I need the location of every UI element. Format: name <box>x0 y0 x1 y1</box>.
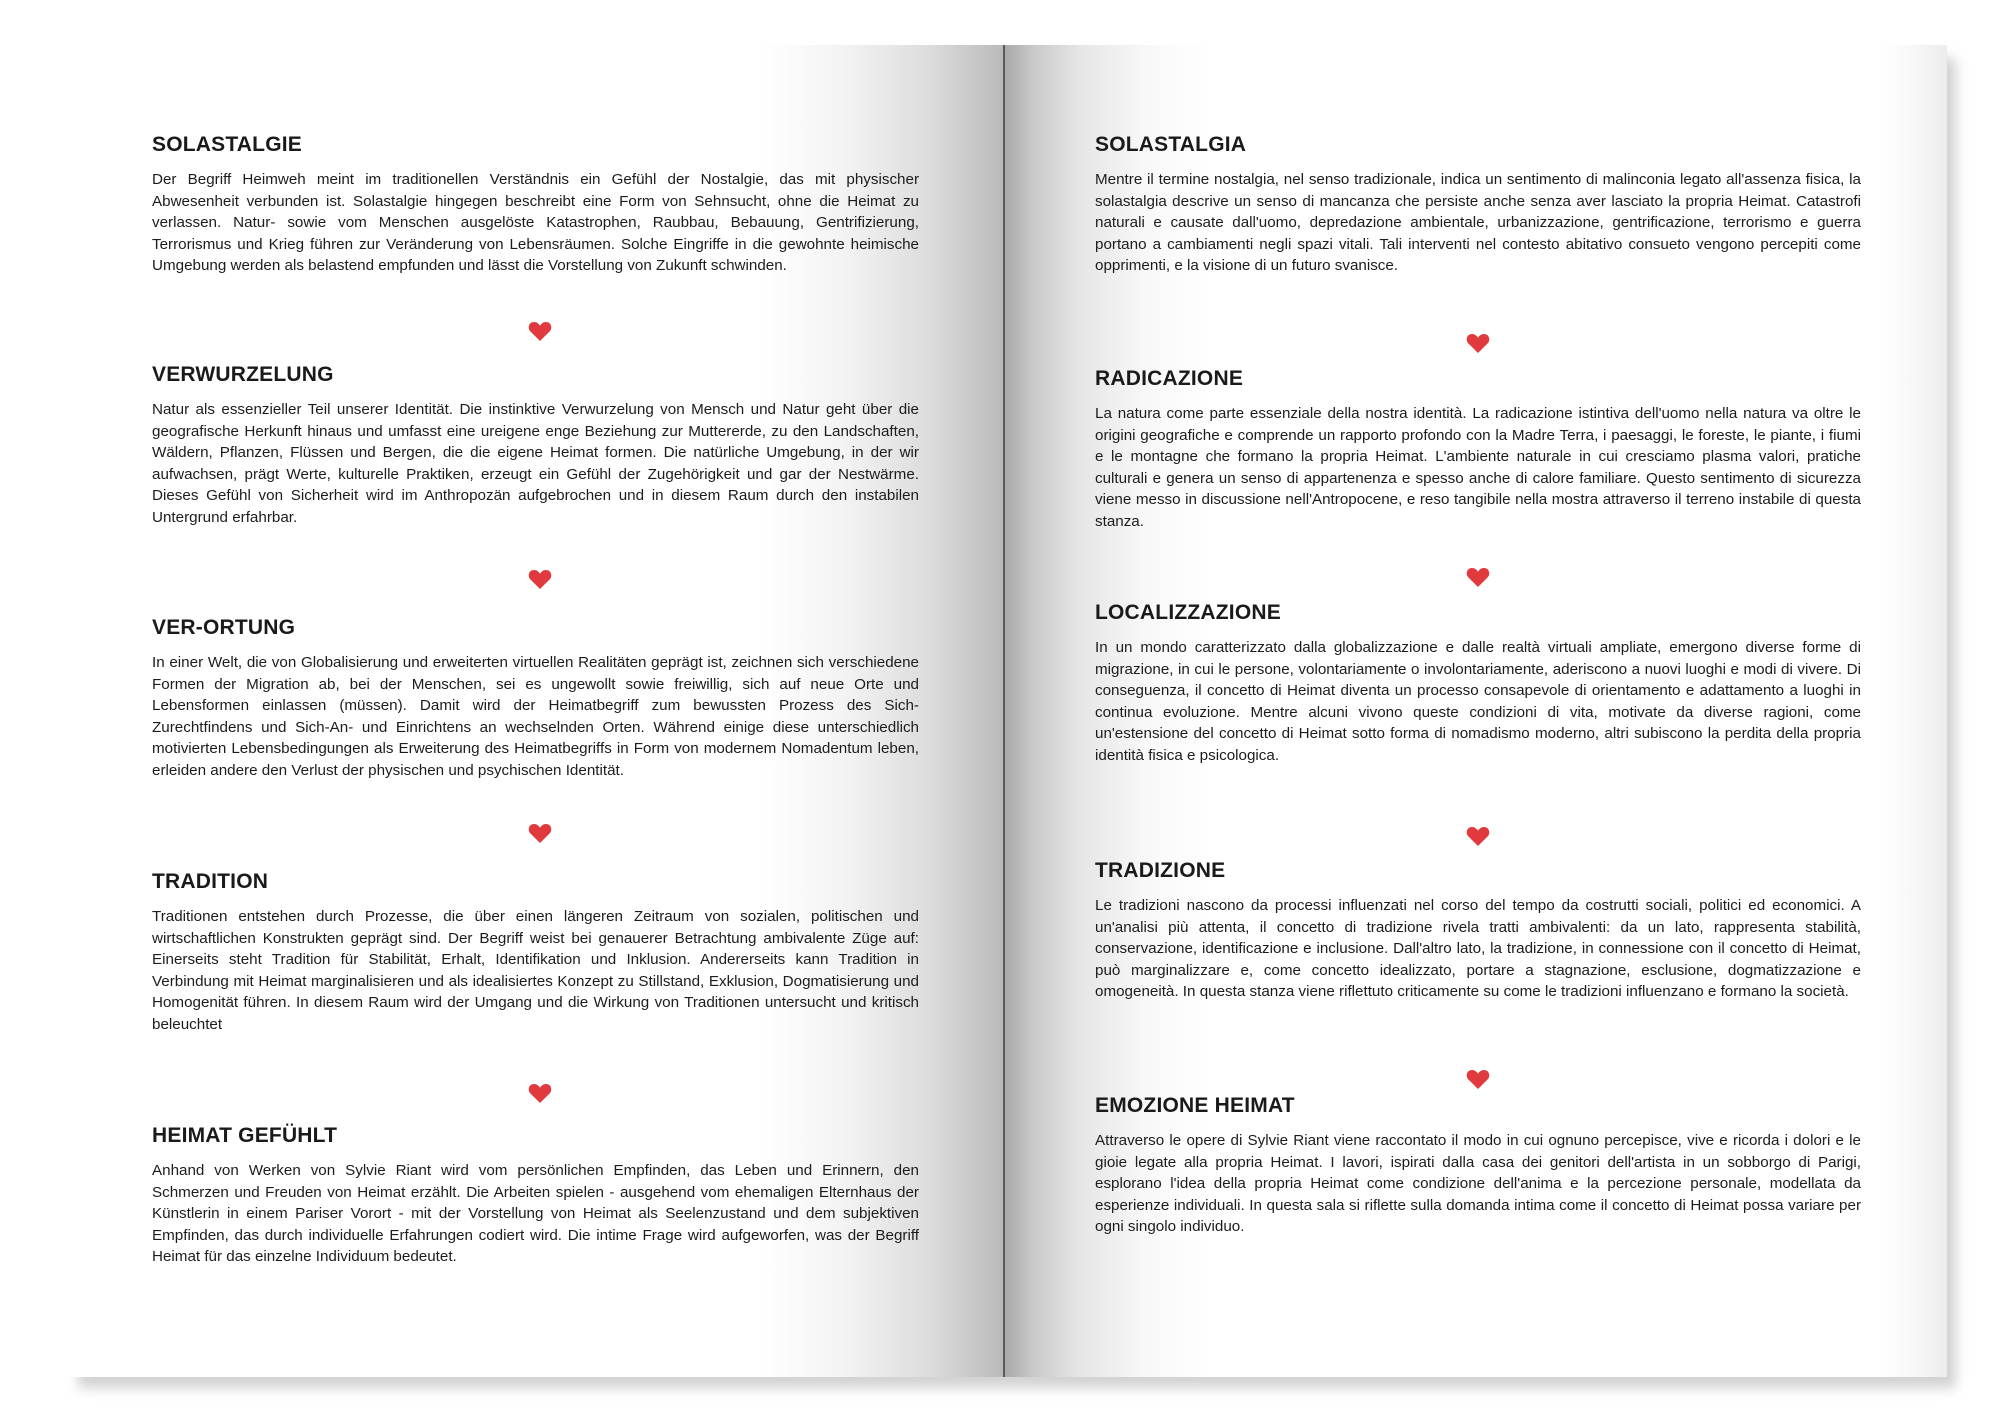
right-page <box>1005 45 1947 1377</box>
section-heading: TRADITION <box>152 870 269 893</box>
section-radicazione <box>1095 367 1861 532</box>
section-text: Mentre il termine nostalgia, nel senso tradizionale, indica un sentimento di malinconia legato all'assenza fisica, la solastalgia descrive un senso di mancanza che persiste anche senza aver lasciato la propria Heimat. Catastrofi naturali e causate dall'uomo, depredazione ambientale, urbanizzazione, gentrificazione, terrorismo e guerra portano a cambiamenti negli spazi vitali. Tali interventi nel contesto abitativo consueto vengono percepiti come opprimenti, e la visione di un futuro svanisce. <box>1095 171 1861 274</box>
left-page <box>65 45 1005 1377</box>
section-text: Anhand von Werken von Sylvie Riant wird vom persönlichen Empfinden, das Leben und Erinnern, den Schmerzen und Freuden von Heimat erzählt. Die Arbeiten spielen - ausgehend vom ehemaligen Elternhaus der Künstlerin in einem Pariser Vorort - mit der Vorstellung von Heimat als Seelenzustand und dem subjektiven Empfinden, das durch individuelle Erfahrungen codiert wird. Die intime Frage wird aufgeworfen, was der Begriff Heimat für das einzelne Individuum bedeutet. <box>152 1162 919 1265</box>
section-emozione-heimat <box>1095 1094 1861 1238</box>
heart-icon <box>1466 825 1490 847</box>
section-text: La natura come parte essenziale della nostra identità. La radicazione istintiva dell'uomo nella natura va oltre le origini geografiche e comprende un rapporto profondo con la Madre Terra, i paesaggi, le foreste, le piante, i fiumi e le montagne che formano la propria Heimat. L'ambiente naturale in cui cresciamo plasma valori, pratiche culturali e genera un senso di appartenenza e spesso anche di calore familiare. Questo sentimento di sicurezza viene messo in discussione nell'Antropocene, e reso tangibile nella mostra attraverso il terreno instabile di questa stanza. <box>1095 405 1861 530</box>
section-heading: SOLASTALGIE <box>152 133 302 156</box>
section-heading: TRADIZIONE <box>1095 859 1226 882</box>
section-heading: VER-ORTUNG <box>152 616 296 639</box>
section-tradizione <box>1095 859 1861 1003</box>
section-text: In un mondo caratterizzato dalla globalizzazione e dalle realtà virtuali ampliate, emergono diverse forme di migrazione, in cui le persone, volontariamente o involontariamente, aderiscono a nuovi luoghi e modi di vivere. Di conseguenza, il concetto di Heimat diventa un processo consapevole di orientamento e adattamento a luoghi in continua evoluzione. Mentre alcuni vivono queste condizioni di vita, motivate da diverse ragioni, come un'estensione del concetto di Heimat sotto forma di nomadismo moderno, altri subiscono la perdita della propria identità fisica e psicologica. <box>1095 639 1861 764</box>
heart-icon <box>528 320 552 342</box>
section-ver-ortung <box>152 616 919 781</box>
section-text: Der Begriff Heimweh meint im traditionellen Verständnis ein Gefühl der Nostalgie, das mit physischer Abwesenheit verbunden ist. Solastalgie hingegen beschreibt eine Form von Sehnsucht, ohne die Heimat zu verlassen. Natur- sowie vom Menschen ausgelöste Katastrophen, Raubbau, Bebauung, Gentrifizierung, Terrorismus und Krieg führen zur Veränderung von Lebensräumen. Solche Eingriffe in die gewohnte heimische Umgebung werden als belastend empfunden und lässt die Vorstellung von Zukunft schwinden. <box>152 171 919 274</box>
heart-icon <box>528 822 552 844</box>
heart-icon <box>528 568 552 590</box>
section-verwurzelung <box>152 363 919 528</box>
heart-icon <box>528 1082 552 1104</box>
section-heading: SOLASTALGIA <box>1095 133 1247 156</box>
section-tradition <box>152 870 919 1035</box>
section-solastalgia <box>1095 133 1861 277</box>
section-text: Le tradizioni nascono da processi influenzati nel corso del tempo da costrutti sociali, politici ed economici. A un'analisi più attenta, il concetto di tradizione rivela tratti ambivalenti: da un lato, rappresenta stabilità, conservazione, identificazione e inclusione. Dall'altro lato, la tradizione, in connessione con il concetto di Heimat, può marginalizzare e, come concetto idealizzato, portare a stagnazione, esclusione, dogmatizzazione e omogeneità. In questa stanza viene riflettuto criticamente su come le tradizioni influenzano e formano la società. <box>1095 897 1861 1000</box>
section-text: Traditionen entstehen durch Prozesse, die über einen längeren Zeitraum von sozialen, politischen und wirtschaftlichen Konstrukten geprägt sind. Der Begriff weist bei genauerer Betrachtung ambivalente Züge auf: Einerseits steht Tradition für Stabilität, Erhalt, Identifikation und Inklusion. Andererseits kann Tradition in Verbindung mit Heimat marginalisieren und als idealisiertes Konzept zu Stillstand, Exklusion, Dogmatisierung und Homogenität führen. In diesem Raum wird der Umgang und die Wirkung von Traditionen untersucht und kritisch beleuchtet <box>152 908 919 1033</box>
heart-icon <box>1466 332 1490 354</box>
section-text: Attraverso le opere di Sylvie Riant viene raccontato il modo in cui ognuno percepisce, vive e ricorda i dolori e le gioie legate alla propria Heimat. I lavori, ispirati dalla casa dei genitori dell'artista in un sobborgo di Parigi, esplorano l'idea della propria Heimat come condizione dell'anima e la percezione personale, modellata da esperienze individuali. In questa sala si riflette sulla domanda intima come il concetto di Heimat possa variare per ogni singolo individuo. <box>1095 1132 1861 1235</box>
section-localizzazione <box>1095 601 1861 766</box>
heart-icon <box>1466 566 1490 588</box>
section-heimat-gefuehlt <box>152 1124 919 1268</box>
section-heading: HEIMAT GEFÜHLT <box>152 1124 338 1147</box>
section-text: Natur als essenzieller Teil unserer Identität. Die instinktive Verwurzelung von Mensch und Natur geht über die geografische Herkunft hinaus und umfasst eine ureigene enge Beziehung zur Muttererde, zu den Landschaften, Wäldern, Pflanzen, Flüssen und Bergen, die die eigene Heimat formen. Die natürliche Umgebung, in der wir aufwachsen, prägt Werte, kulturelle Praktiken, erzeugt ein Gefühl der Zugehörigkeit und gar der Nestwärme. Dieses Gefühl von Sicherheit wird im Anthropozän aufgebrochen und in diesem Raum durch den instabilen Untergrund erfahrbar. <box>152 401 919 526</box>
section-heading: EMOZIONE HEIMAT <box>1095 1094 1295 1117</box>
section-heading: RADICAZIONE <box>1095 367 1244 390</box>
section-heading: LOCALIZZAZIONE <box>1095 601 1281 624</box>
section-heading: VERWURZELUNG <box>152 363 334 386</box>
section-solastalgie <box>152 133 919 277</box>
heart-icon <box>1466 1068 1490 1090</box>
section-text: In einer Welt, die von Globalisierung und erweiterten virtuellen Realitäten geprägt ist, zeichnen sich verschiedene Formen der Migration ab, bei der Menschen, sei es ungewollt sowie freiwillig, sich auf neue Orte und Lebensformen einlassen (müssen). Damit wird der Heimatbegriff zum bewussten Prozess des Sich-Zurechtfindens und Sich-An- und Einrichtens an wechselnden Orten. Während einige diese unterschiedlich motivierten Lebensbedingungen als Erweiterung des Heimatbegriffs in Form von modernem Nomadentum leben, erleiden andere den Verlust der physischen und psychischen Identität. <box>152 654 919 779</box>
